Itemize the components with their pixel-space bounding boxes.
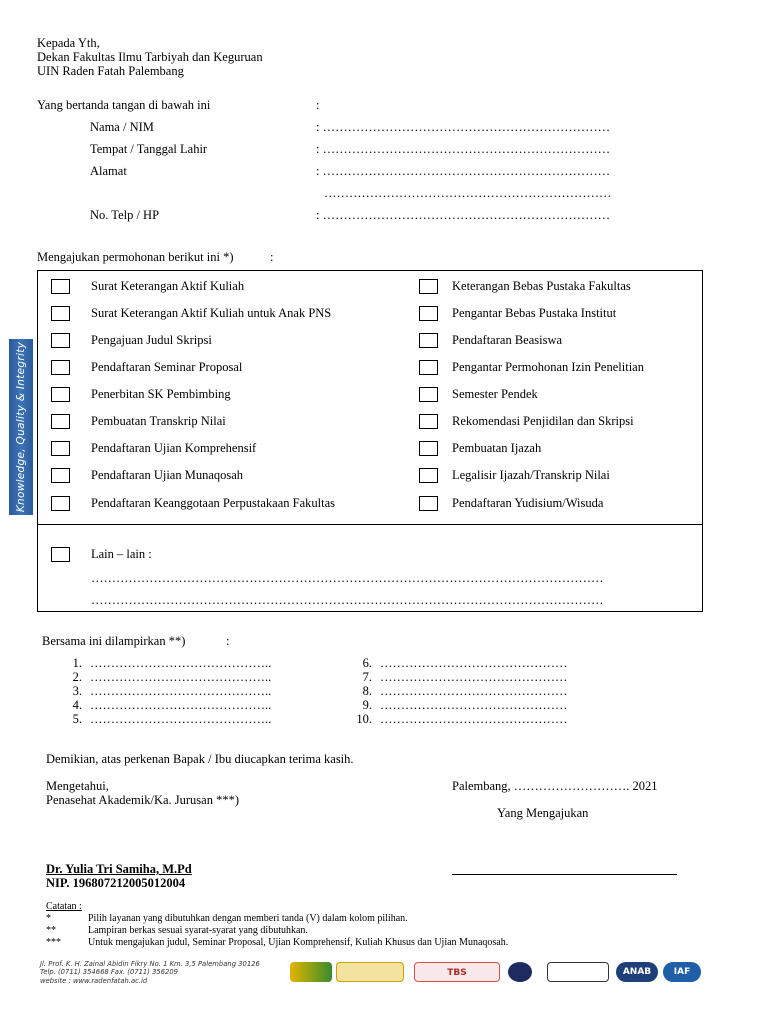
sidebar-banner xyxy=(9,339,33,515)
attachment-dots: ……………………………………… xyxy=(380,712,568,726)
field-dots: : …………………………………………………………… xyxy=(316,142,611,156)
right-option-label: Pengantar Permohonan Izin Penelitian xyxy=(452,360,644,374)
other-checkbox[interactable] xyxy=(51,547,70,562)
attachments-colon: : xyxy=(226,634,230,648)
attachment-number: 1. xyxy=(72,656,82,670)
recipient-line-3: UIN Raden Fatah Palembang xyxy=(37,64,184,78)
note-3 xyxy=(46,937,646,949)
left-option-checkbox[interactable] xyxy=(51,360,70,375)
notes-title: Catatan : xyxy=(46,901,82,912)
footer xyxy=(40,958,700,986)
attachment-dots: …………………………………….. xyxy=(90,684,272,698)
attachment-item[interactable] xyxy=(330,670,590,684)
left-option-checkbox[interactable] xyxy=(51,279,70,294)
right-option-label: Semester Pendek xyxy=(452,387,538,401)
left-option-label: Surat Keterangan Aktif Kuliah untuk Anak PNS xyxy=(91,306,332,320)
attachment-dots: …………………………………….. xyxy=(90,698,272,712)
attachment-number: 8. xyxy=(362,684,372,698)
attachment-item[interactable] xyxy=(40,712,300,726)
attachment-item[interactable] xyxy=(40,698,300,712)
attachment-number: 6. xyxy=(362,656,372,670)
note-text: Untuk mengajukan judul, Seminar Proposal, Ujian Komprehensif, Kuliah Khusus dan Ujian Munaqosah. xyxy=(88,937,509,948)
left-option-checkbox[interactable] xyxy=(51,306,70,321)
footer-address-line-1: Jl. Prof. K. H. Zainal Abidin Fikry No. 1 Km. 3,5 Palembang 30126 xyxy=(40,960,260,968)
note-star: ** xyxy=(46,925,56,936)
anniversary-logo xyxy=(290,962,332,982)
field-label: Nama / NIM xyxy=(90,120,154,134)
right-option-checkbox[interactable] xyxy=(419,387,438,402)
left-sign-title-2: Penasehat Akademik/Ka. Jurusan ***) xyxy=(46,793,240,807)
signer-nip: NIP. 196807212005012004 xyxy=(46,876,186,890)
other-label: Lain – lain : xyxy=(91,547,152,561)
footer-address xyxy=(40,960,260,985)
attachment-number: 3. xyxy=(72,684,82,698)
signer-name: Dr. Yulia Tri Samiha, M.Pd xyxy=(46,862,192,876)
attachment-number: 9. xyxy=(362,698,372,712)
left-option-checkbox[interactable] xyxy=(51,333,70,348)
note-1 xyxy=(46,913,646,925)
left-option-label: Pendaftaran Keanggotaan Perpustakaan Fakultas xyxy=(91,496,336,510)
right-option-label: Legalisir Ijazah/Transkrip Nilai xyxy=(452,468,610,482)
anab-logo: ANAB xyxy=(616,962,658,982)
attachment-number: 10. xyxy=(356,712,372,726)
intro-row xyxy=(37,96,677,114)
address-field[interactable] xyxy=(37,162,677,180)
attachment-item[interactable] xyxy=(330,684,590,698)
right-option-checkbox[interactable] xyxy=(419,333,438,348)
right-option-checkbox[interactable] xyxy=(419,360,438,375)
field-label: No. Telp / HP xyxy=(90,208,160,222)
attachment-dots: ……………………………………… xyxy=(380,670,568,684)
field-dots: : …………………………………………………………… xyxy=(316,164,611,178)
other-line-2[interactable]: …………………………………………………………………………………………………………… xyxy=(91,593,604,607)
request-label: Mengajukan permohonan berikut ini *) xyxy=(37,250,234,264)
attachment-item[interactable] xyxy=(40,656,300,670)
note-star: * xyxy=(46,913,51,924)
right-option-label: Pembuatan Ijazah xyxy=(452,441,542,455)
intro-colon: : xyxy=(316,98,320,112)
attachment-item[interactable] xyxy=(40,684,300,698)
intro-label: Yang bertanda tangan di bawah ini xyxy=(37,98,211,112)
left-option-label: Pembuatan Transkrip Nilai xyxy=(91,414,226,428)
field-dots: : …………………………………………………………… xyxy=(316,208,611,222)
tbs-logo: TBS xyxy=(414,962,500,982)
attachment-item[interactable] xyxy=(330,698,590,712)
iaf-logo: IAF xyxy=(663,962,701,982)
sidebar-banner-text: Knowledge, Quality & Integrity xyxy=(15,341,27,513)
panel-divider xyxy=(38,524,702,525)
right-option-label: Keterangan Bebas Pustaka Fakultas xyxy=(452,279,631,293)
left-option-checkbox[interactable] xyxy=(51,441,70,456)
name-nim-field[interactable] xyxy=(37,118,677,136)
right-option-checkbox[interactable] xyxy=(419,279,438,294)
footer-address-line-2: Telp. (0711) 354668 Fax. (0711) 356209 xyxy=(40,968,179,977)
attachment-number: 5. xyxy=(72,712,82,726)
right-option-label: Pendaftaran Yudisium/Wisuda xyxy=(452,496,604,510)
attachment-item[interactable] xyxy=(40,670,300,684)
unggul-logo xyxy=(336,962,404,982)
right-option-checkbox[interactable] xyxy=(419,441,438,456)
note-text: Lampiran berkas sesuai syarat-syarat yang dibutuhkan. xyxy=(88,925,308,936)
certification-logo xyxy=(547,962,609,982)
right-option-label: Pendaftaran Beasiswa xyxy=(452,333,563,347)
field-dots: …………………………………………………………… xyxy=(324,186,612,200)
left-option-label: Pengajuan Judul Skripsi xyxy=(91,333,212,347)
field-label: Alamat xyxy=(90,164,127,178)
left-option-checkbox[interactable] xyxy=(51,387,70,402)
left-option-label: Penerbitan SK Pembimbing xyxy=(91,387,231,401)
left-sign-title-1: Mengetahui, xyxy=(46,779,109,793)
recipient-line-2: Dekan Fakultas Ilmu Tarbiyah dan Keguruan xyxy=(37,50,263,64)
attachment-dots: …………………………………….. xyxy=(90,670,272,684)
address-field-continued[interactable] xyxy=(37,184,677,202)
right-option-checkbox[interactable] xyxy=(419,306,438,321)
right-sign-title: Yang Mengajukan xyxy=(497,806,589,820)
attachment-dots: ……………………………………… xyxy=(380,656,568,670)
recipient-line-1: Kepada Yth, xyxy=(37,36,100,50)
attachment-dots: ……………………………………… xyxy=(380,698,568,712)
attachment-dots: …………………………………….. xyxy=(90,656,272,670)
attachment-dots: ……………………………………… xyxy=(380,684,568,698)
field-dots: : …………………………………………………………… xyxy=(316,120,611,134)
left-option-checkbox[interactable] xyxy=(51,496,70,511)
university-emblem-logo xyxy=(508,962,532,982)
attachment-number: 4. xyxy=(72,698,82,712)
birth-field[interactable] xyxy=(37,140,677,158)
attachment-item[interactable] xyxy=(330,656,590,670)
signature-line xyxy=(452,874,677,875)
attachment-number: 2. xyxy=(72,670,82,684)
note-2 xyxy=(46,925,646,937)
right-option-checkbox[interactable] xyxy=(419,414,438,429)
left-option-label: Surat Keterangan Aktif Kuliah xyxy=(91,279,245,293)
footer-address-line-3: website : www.radenfatah.ac.id xyxy=(40,976,148,985)
right-option-checkbox[interactable] xyxy=(419,468,438,483)
left-option-label: Pendaftaran Ujian Munaqosah xyxy=(91,468,244,482)
attachments-label: Bersama ini dilampirkan **) xyxy=(42,634,186,648)
note-star: *** xyxy=(46,937,61,948)
left-option-checkbox[interactable] xyxy=(51,468,70,483)
other-line-1[interactable]: …………………………………………………………………………………………………………… xyxy=(91,571,604,585)
right-option-label: Rekomendasi Penjidilan dan Skripsi xyxy=(452,414,634,428)
closing-text: Demikian, atas perkenan Bapak / Ibu diucapkan terima kasih. xyxy=(46,752,354,766)
left-option-label: Pendaftaran Seminar Proposal xyxy=(91,360,243,374)
attachment-item[interactable] xyxy=(330,712,590,726)
note-text: Pilih layanan yang dibutuhkan dengan memberi tanda (V) dalam kolom pilihan. xyxy=(88,913,408,924)
phone-field[interactable] xyxy=(37,206,677,224)
right-option-checkbox[interactable] xyxy=(419,496,438,511)
left-option-label: Pendaftaran Ujian Komprehensif xyxy=(91,441,257,455)
attachment-dots: …………………………………….. xyxy=(90,712,272,726)
right-option-label: Pengantar Bebas Pustaka Institut xyxy=(452,306,617,320)
request-colon: : xyxy=(270,250,274,264)
request-options-panel xyxy=(37,270,703,612)
place-date: Palembang, ………………………. 2021 xyxy=(452,779,658,793)
field-label: Tempat / Tanggal Lahir xyxy=(90,142,208,156)
left-option-checkbox[interactable] xyxy=(51,414,70,429)
attachment-number: 7. xyxy=(362,670,372,684)
